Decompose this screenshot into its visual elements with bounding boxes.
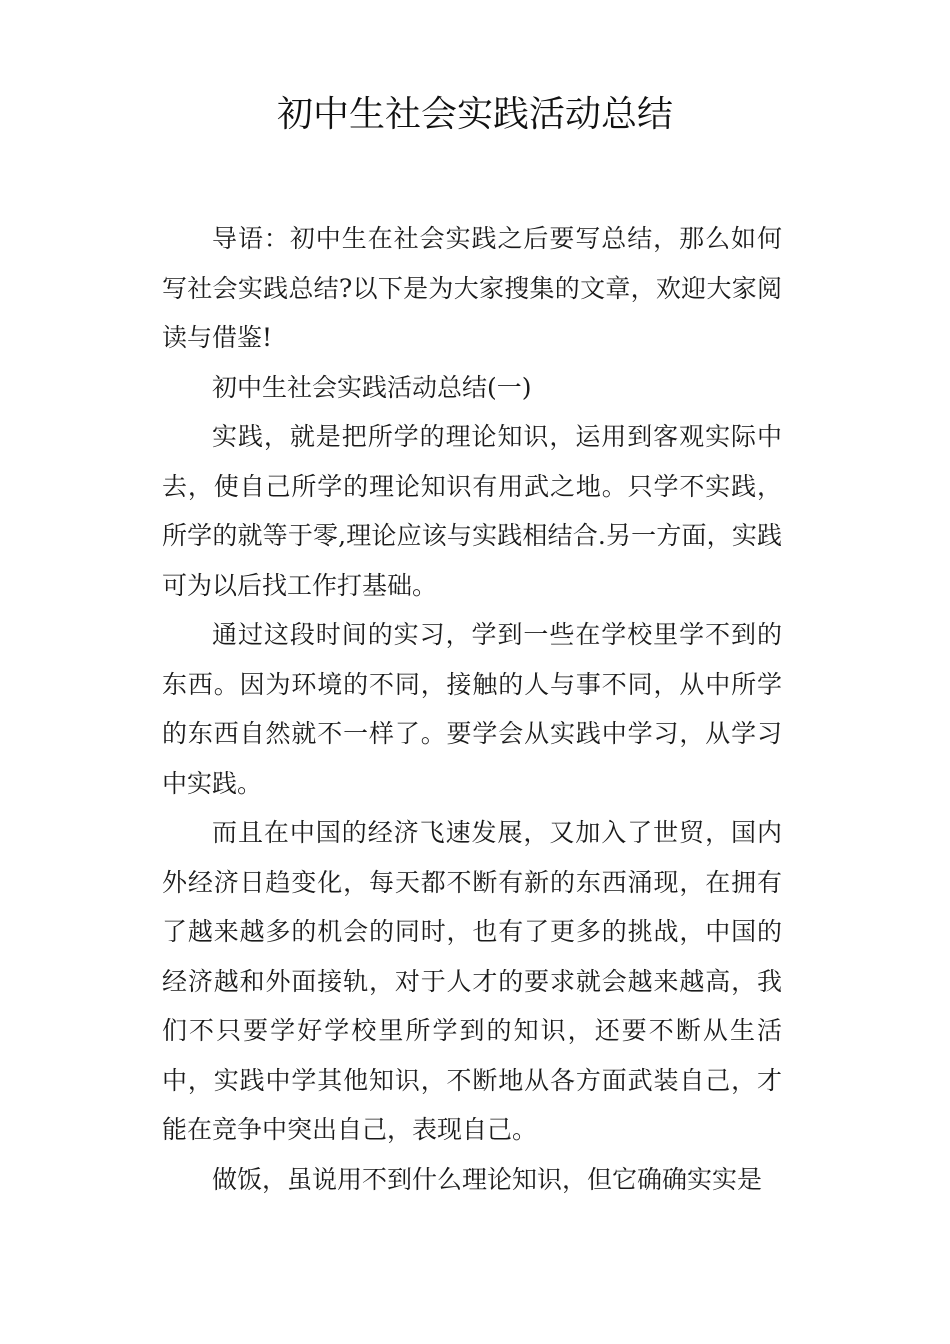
document-title: 初中生社会实践活动总结 — [276, 94, 673, 135]
paragraph: 而且在中国的经济飞速发展，又加入了世贸，国内外经济日趋变化，每天都不断有新的东西涌现，在拥有了越来越多的机会的同时，也有了更多的挑战，中国的经济越和外面接轨，对于人才的要求就会越来越高，我们不只要学好学校里所学到的知识，还要不断从生活中，实践中学其他知识，不断地从各方面武装自己，才能在竞争中突出自己，表现自己。 — [162, 818, 782, 1144]
paragraph-intro: 导语：初中生在社会实践之后要写总结，那么如何写社会实践总结?以下是为大家搜集的文章，欢迎大家阅读与借鉴! — [162, 224, 782, 352]
section-heading: 初中生社会实践活动总结(一) — [212, 372, 532, 402]
paragraph: 做饭，虽说用不到什么理论知识，但它确确实实是 — [212, 1164, 763, 1194]
paragraph: 实践，就是把所学的理论知识，运用到客观实际中去，使自己所学的理论知识有用武之地。只学不实践，所学的就等于零,理论应该与实践相结合.另一方面，实践可为以后找工作打基础。 — [162, 422, 782, 600]
document-body — [162, 214, 782, 1204]
paragraph: 通过这段时间的实习，学到一些在学校里学不到的东西。因为环境的不同，接触的人与事不同，从中所学的东西自然就不一样了。要学会从实践中学习，从学习中实践。 — [162, 620, 782, 798]
